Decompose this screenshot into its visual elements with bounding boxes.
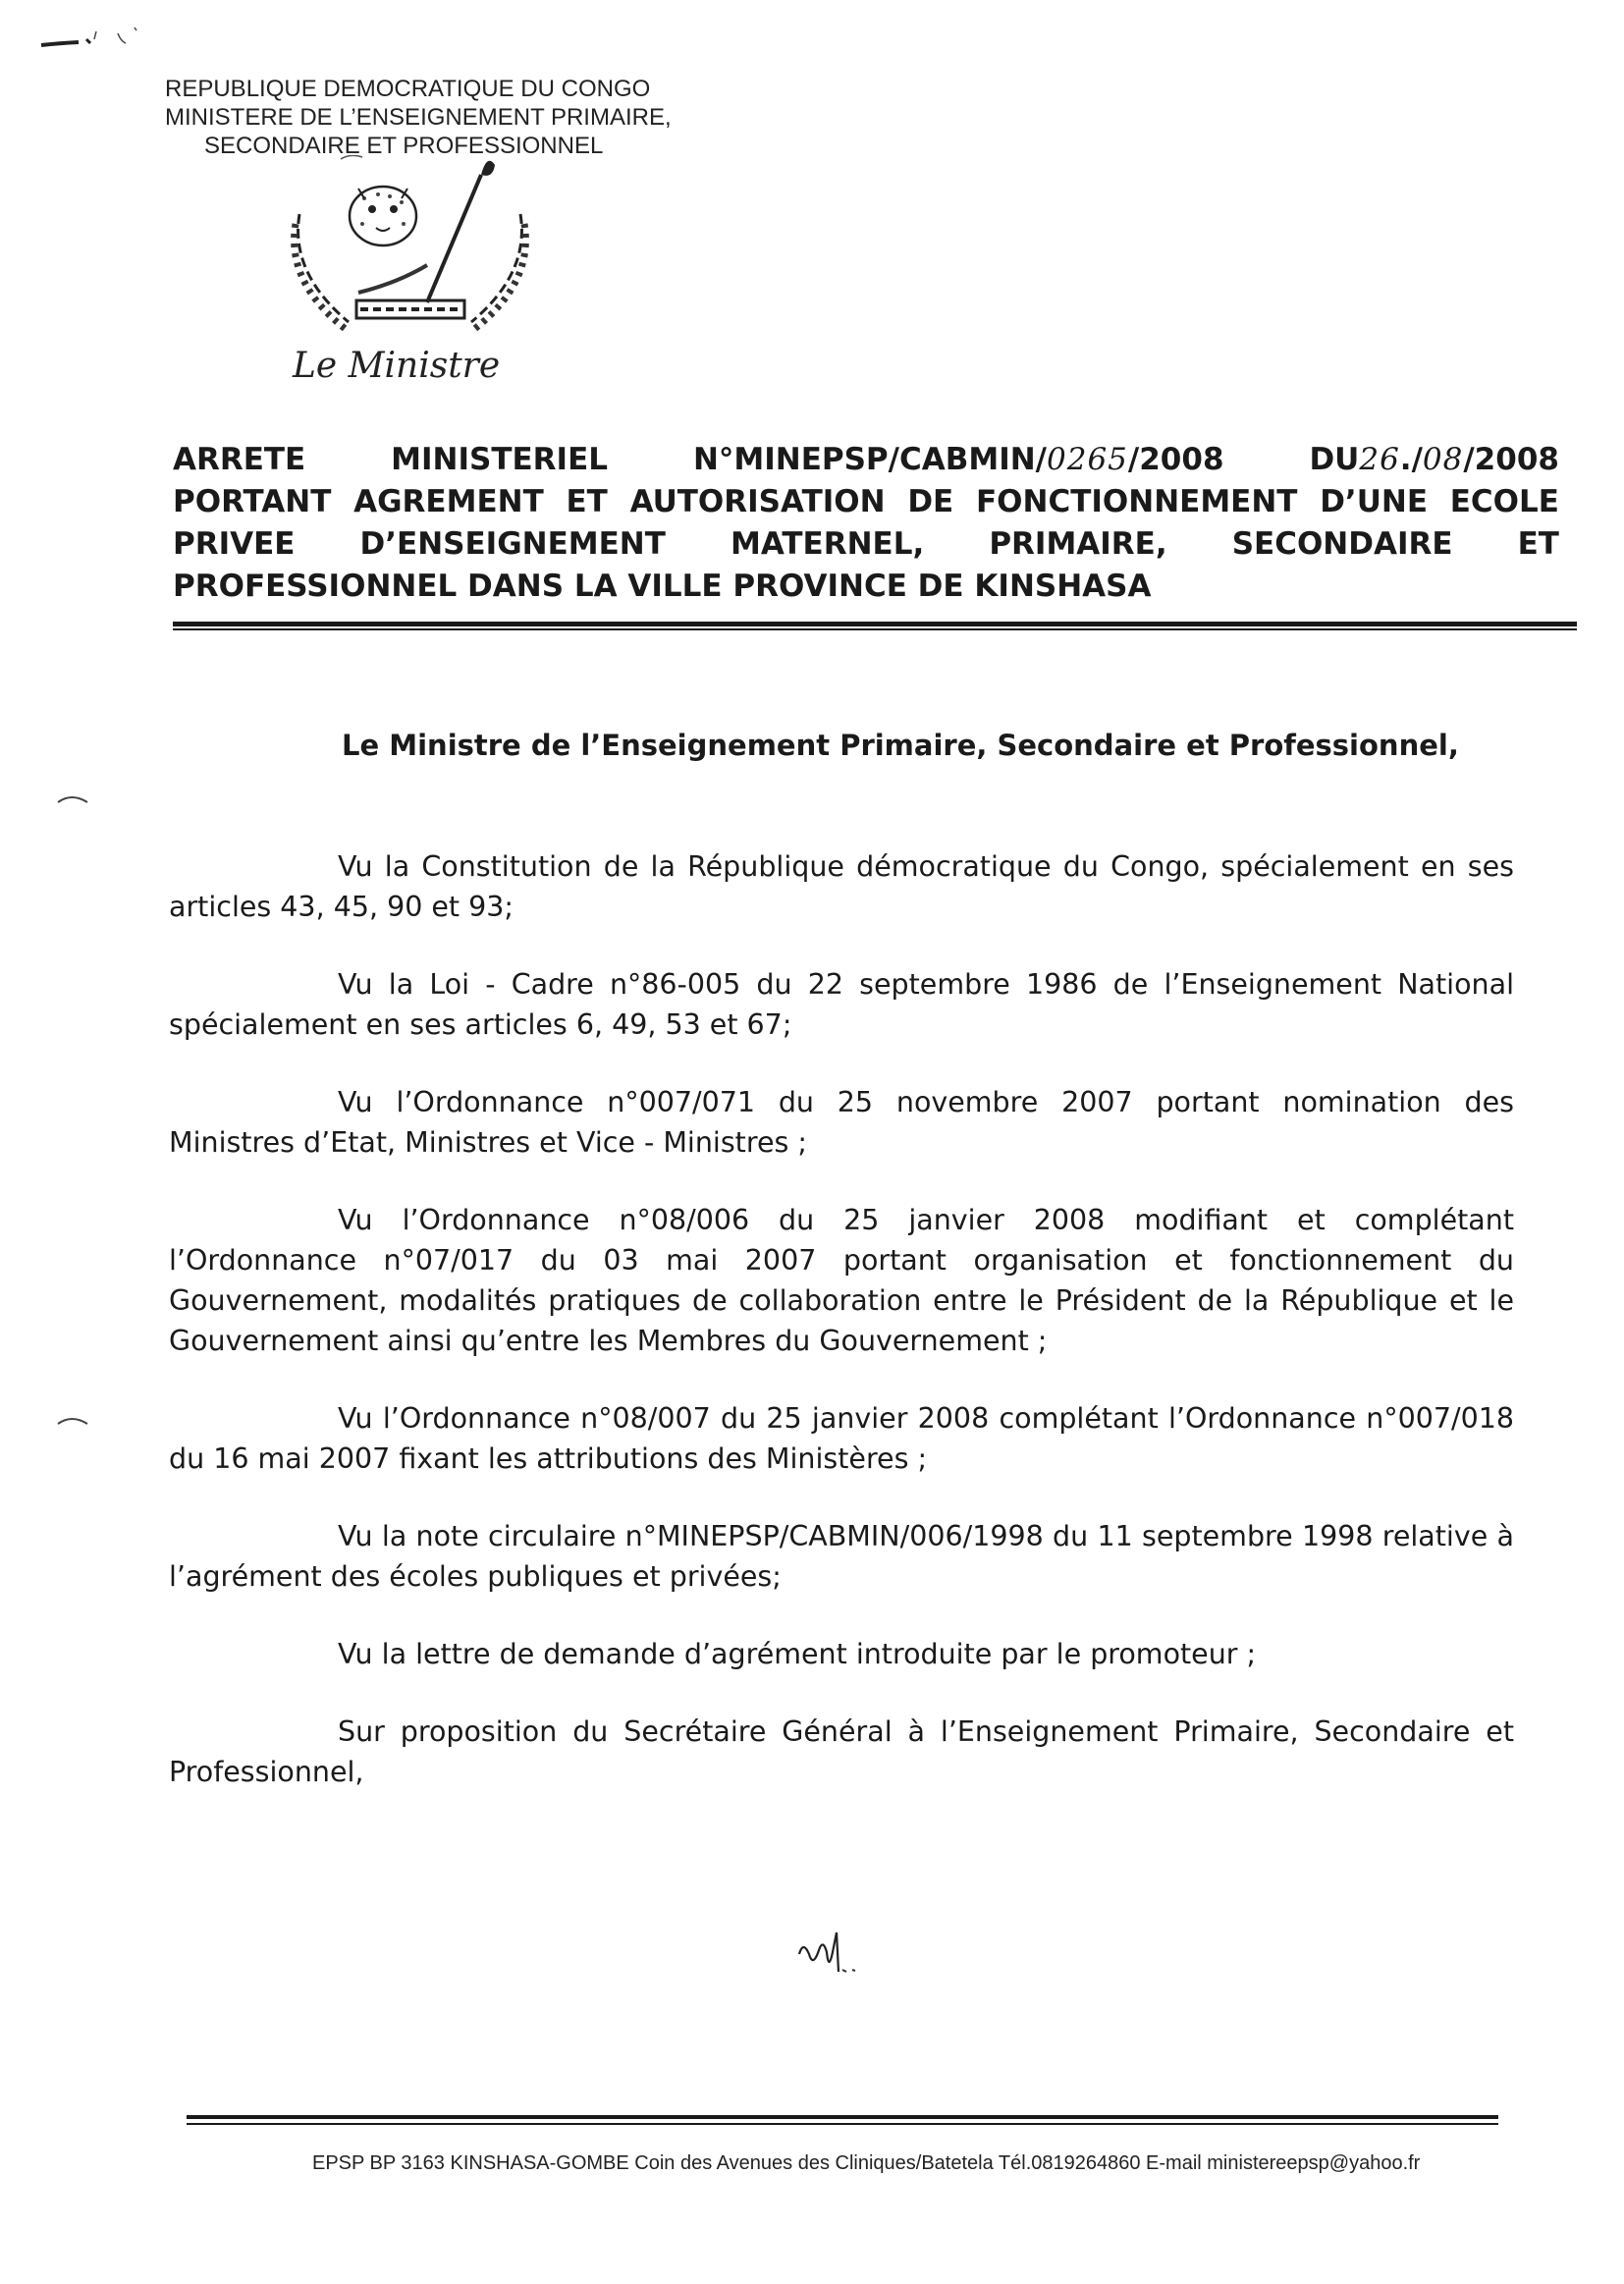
footer-divider [187, 2115, 1498, 2119]
title-word: PRIMAIRE, [989, 526, 1167, 562]
title-word: AGREMENT [353, 484, 544, 519]
title-line-2 [173, 481, 1559, 523]
title-divider [173, 622, 1577, 626]
margin-mark [54, 790, 93, 810]
recital-paragraph: Vu la note circulaire n°MINEPSP/CABMIN/006/1998 du 11 septembre 1998 relative à l’agrément des écoles publiques et privées; [169, 1520, 1514, 1593]
decree-date [1309, 439, 1559, 481]
coat-of-arms-icon [280, 155, 540, 342]
title-word: ET [566, 484, 608, 519]
footer-contact: EPSP BP 3163 KINSHASA-GOMBE Coin des Avenues des Cliniques/Batetela Tél.0819264860 E-mail ministereepsp@yahoo.fr [312, 2152, 1421, 2174]
title-word: FONCTIONNEMENT [976, 484, 1298, 519]
recital-paragraph: Vu l’Ordonnance n°08/006 du 25 janvier 2008 modifiant et complétant l’Ordonnance n°07/017 du 03 mai 2007 portant organisation et fonctionnement du Gouvernement, modalités pratiques de collaboration entre le Président de la République et le Gouvernement ainsi qu’entre les Membres du Gouvernement ; [169, 1204, 1514, 1357]
decree-title [173, 439, 1559, 608]
title-word: DE [907, 484, 954, 519]
title-word: ECOLE [1449, 484, 1559, 519]
decree-date-du: DU [1309, 442, 1360, 477]
initials-signature [793, 1925, 882, 1993]
recital-paragraph: Sur proposition du Secrétaire Général à l’Enseignement Primaire, Secondaire et Professionnel, [169, 1715, 1514, 1788]
header-country: REPUBLIQUE DEMOCRATIQUE DU CONGO [165, 76, 651, 102]
margin-mark [54, 1412, 93, 1432]
title-line-1 [173, 439, 1559, 481]
title-word: ARRETE [173, 442, 306, 477]
recital-paragraph: Vu la Loi - Cadre n°86-005 du 22 septembre 1986 de l’Enseignement National spécialement en ses articles 6, 49, 53 et 67; [169, 968, 1514, 1041]
decree-reference [693, 439, 1224, 481]
title-word: MINISTERIEL [391, 442, 609, 477]
title-word: PORTANT [173, 484, 332, 519]
footer-divider-thin [187, 2123, 1498, 2125]
corner-scribble [39, 26, 157, 61]
decree-ref-prefix: N°MINEPSP/CABMIN/ [692, 442, 1047, 477]
recital-paragraph: Vu l’Ordonnance n°007/071 du 25 novembre 2007 portant nomination des Ministres d’Etat, Ministres et Vice - Ministres ; [169, 1086, 1514, 1159]
recital-paragraph: Vu la Constitution de la République démocratique du Congo, spécialement en ses articles 43, 45, 90 et 93; [169, 850, 1514, 923]
title-line-3 [173, 523, 1559, 566]
title-line-4: PROFESSIONNEL DANS LA VILLE PROVINCE DE KINSHASA [173, 569, 1152, 604]
header-ministry-cont: SECONDAIRE ET PROFESSIONNEL [204, 133, 604, 159]
decree-date-month: 08 [1422, 442, 1464, 477]
recital-paragraph: Vu la lettre de demande d’agrément introduite par le promoteur ; [338, 1638, 1257, 1670]
addressee: Le Ministre de l’Enseignement Primaire, Secondaire et Professionnel, [342, 729, 1459, 762]
minister-label: Le Ministre [293, 346, 501, 386]
decree-body [169, 846, 1514, 1829]
title-word: PRIVEE [173, 526, 296, 562]
decree-date-year: /2008 [1463, 442, 1559, 477]
title-divider-thin [173, 628, 1577, 630]
title-word: MATERNEL, [730, 526, 925, 562]
title-word: D’UNE [1320, 484, 1428, 519]
decree-ref-year: /2008 [1127, 442, 1224, 477]
title-word: SECONDAIRE [1231, 526, 1453, 562]
decree-ref-number: 0265 [1047, 442, 1128, 477]
decree-date-day: 26 [1359, 442, 1400, 477]
title-word: AUTORISATION [629, 484, 886, 519]
decree-date-sep2: / [1411, 442, 1423, 477]
title-word: ET [1517, 526, 1559, 562]
letterhead [165, 75, 672, 160]
decree-date-sep1: . [1399, 442, 1412, 477]
recital-paragraph: Vu l’Ordonnance n°08/007 du 25 janvier 2008 complétant l’Ordonnance n°007/018 du 16 mai 2007 fixant les attributions des Ministères ; [169, 1402, 1514, 1475]
header-ministry: MINISTERE DE L’ENSEIGNEMENT PRIMAIRE, [165, 104, 672, 131]
title-word: D’ENSEIGNEMENT [359, 526, 666, 562]
